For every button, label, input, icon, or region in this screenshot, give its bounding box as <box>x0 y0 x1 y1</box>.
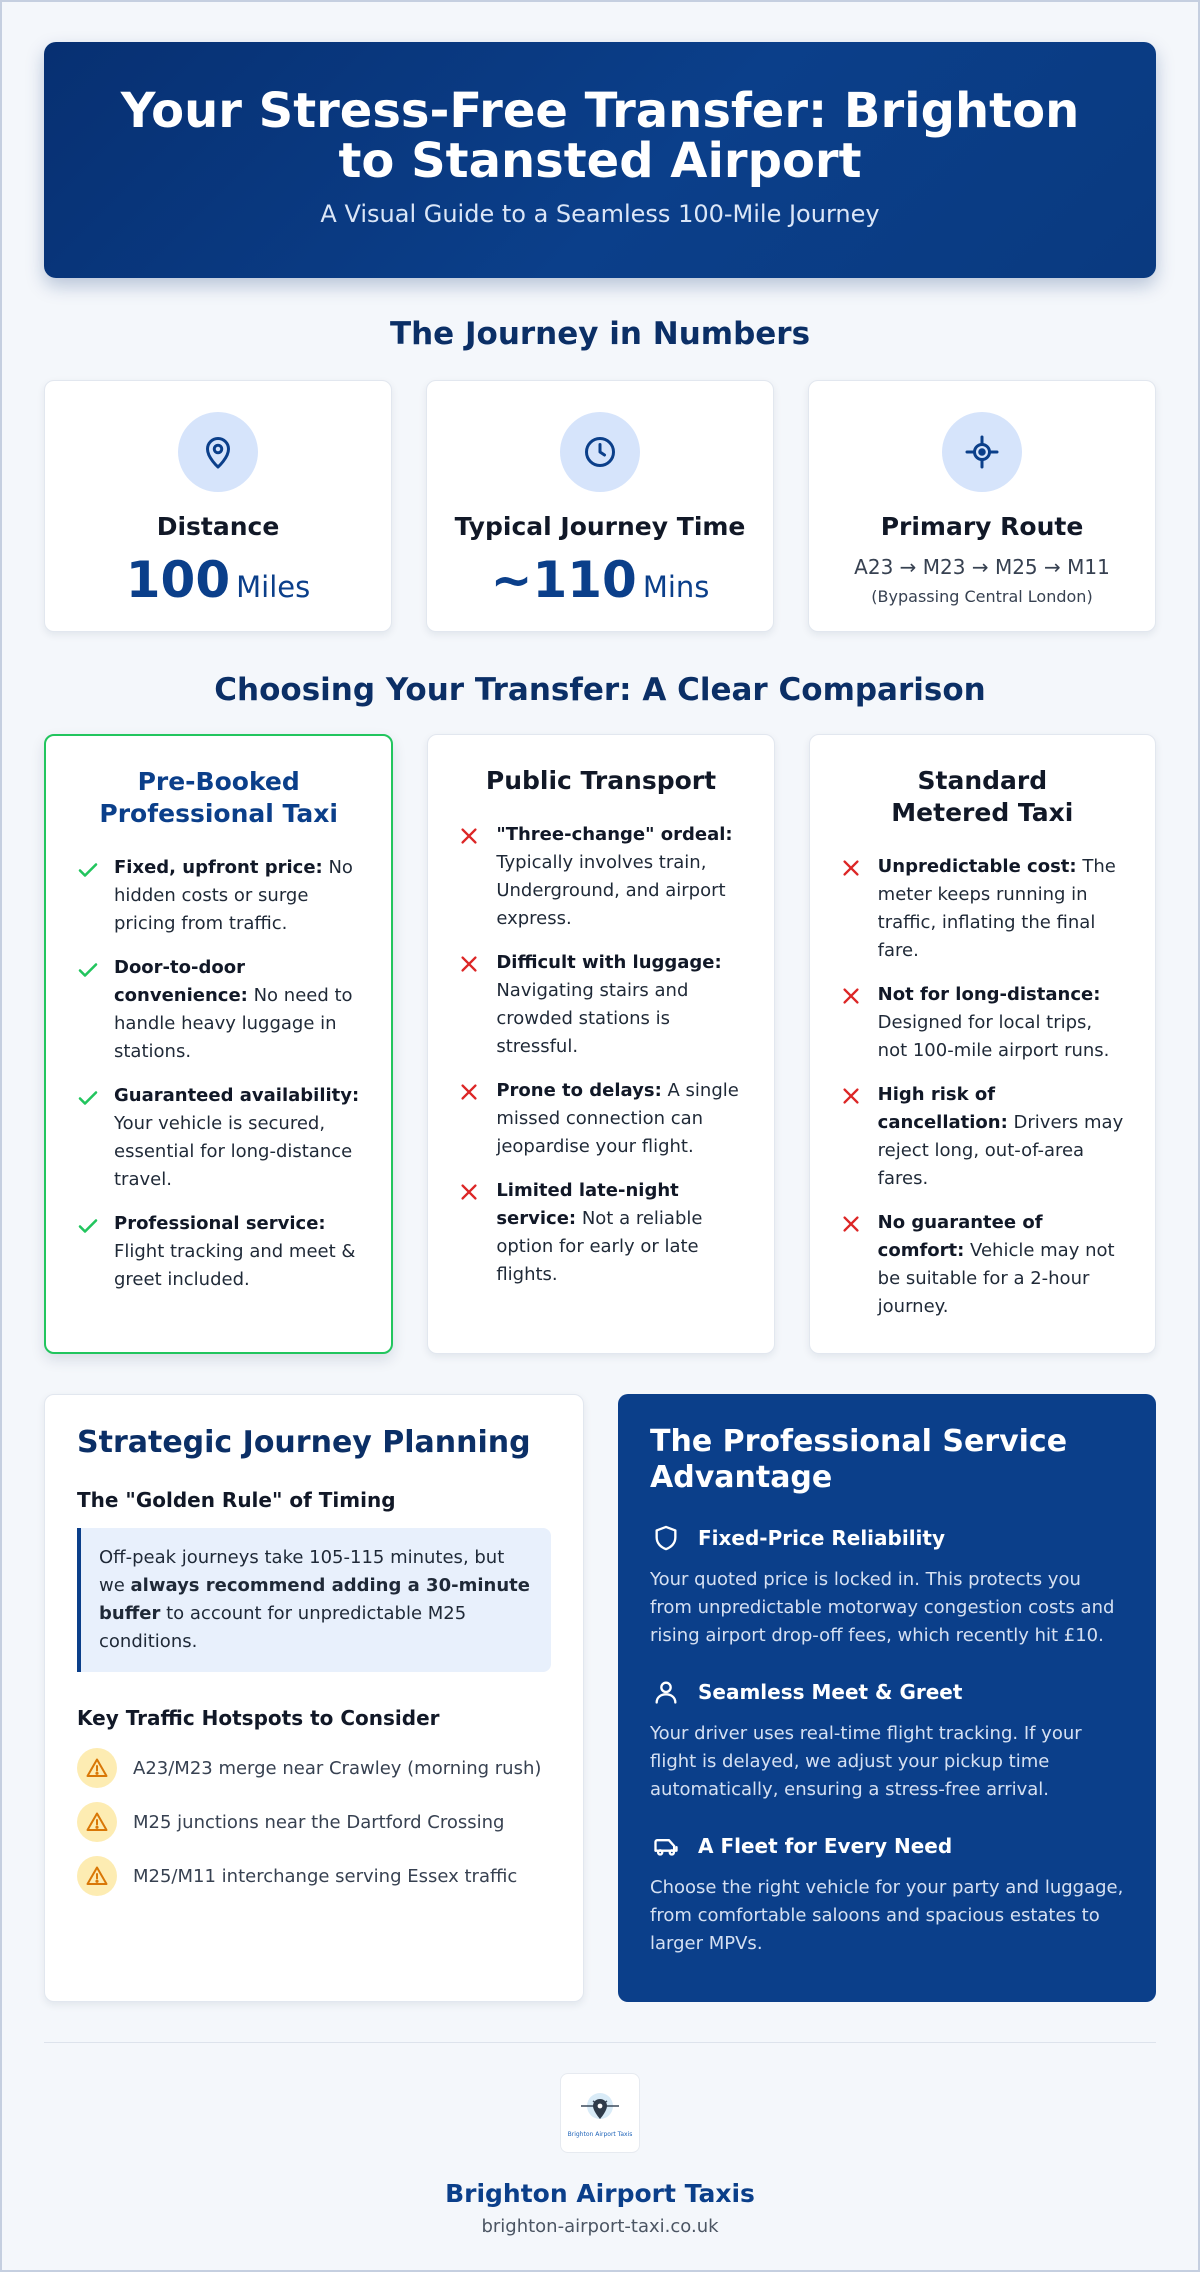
golden-rule-callout <box>77 1528 551 1672</box>
item-text: The meter keeps running in traffic, inflating the final fare. <box>877 856 1116 961</box>
rule-bold-text: always recommend adding a 30-minute buffer <box>99 1575 530 1624</box>
list-item <box>76 1082 361 1194</box>
feature-title: Seamless Meet & Greet <box>698 1680 963 1704</box>
warning-icon <box>77 1856 117 1896</box>
clock-icon <box>560 412 640 492</box>
user-icon <box>650 1676 682 1708</box>
rule-text: Off-peak journeys take 105-115 minutes, but we <box>99 1547 505 1596</box>
comparison-card-metered-taxi <box>809 734 1156 1354</box>
item-bold: Door-to-door convenience: <box>114 957 248 1006</box>
shield-icon <box>650 1522 682 1554</box>
list-item <box>840 1209 1125 1321</box>
hotspot-item <box>77 1856 551 1896</box>
crosshair-icon <box>942 412 1022 492</box>
cons-list <box>840 853 1125 1321</box>
page-title: Your Stress-Free Transfer: Brighton to Stansted Airport <box>120 83 1080 189</box>
stats-row <box>44 380 1156 632</box>
item-text: Designed for local trips, not 100-mile airport runs. <box>877 1012 1110 1061</box>
rule-text: to account for unpredictable M25 conditions. <box>99 1603 467 1652</box>
item-bold: Unpredictable cost: <box>877 856 1077 877</box>
stat-label: Distance <box>156 512 280 541</box>
website-link[interactable]: brighton-airport-taxi.co.uk <box>481 2216 719 2237</box>
warning-icon <box>77 1802 117 1842</box>
footer <box>44 2043 1156 2237</box>
hotspot-text: M25/M11 interchange serving Essex traffic <box>133 1865 518 1887</box>
service-advantage-card <box>618 1394 1156 2002</box>
comparison-row <box>44 734 1156 1354</box>
feature-text: Choose the right vehicle for your party and luggage, from comfortable saloons and spacious estates to larger MPVs. <box>650 1877 1124 1954</box>
hero-banner <box>44 42 1156 278</box>
cross-icon <box>840 981 866 1065</box>
item-bold: "Three-change" ordeal: <box>496 824 733 845</box>
planning-title: Strategic Journey Planning <box>77 1425 531 1460</box>
list-item <box>458 1077 743 1161</box>
location-pin-icon <box>178 412 258 492</box>
stat-value-block <box>45 551 391 609</box>
item-text: Drivers may reject long, out-of-area fares. <box>877 1112 1124 1189</box>
item-text: No need to handle heavy luggage in stations. <box>114 985 353 1062</box>
comparison-card-prebooked <box>44 734 393 1354</box>
cross-icon <box>458 1077 484 1161</box>
item-bold: Prone to delays: <box>496 1080 662 1101</box>
golden-rule-title: The "Golden Rule" of Timing <box>77 1488 396 1512</box>
feature-fleet <box>650 1830 1124 1958</box>
item-bold: Professional service: <box>114 1213 326 1234</box>
list-item <box>76 854 361 938</box>
stat-label: Primary Route <box>880 512 1084 541</box>
stat-unit: Miles <box>236 570 311 604</box>
numbers-section-title: The Journey in Numbers <box>389 316 811 352</box>
hotspot-item <box>77 1748 551 1788</box>
cons-list <box>458 821 743 1289</box>
comparison-card-public-transport <box>427 734 774 1354</box>
car-icon <box>650 1830 682 1862</box>
route-text: A23 → M23 → M25 → M11 <box>854 555 1110 579</box>
list-item <box>458 949 743 1061</box>
item-bold: Limited late-night service: <box>496 1180 679 1229</box>
feature-fixed-price <box>650 1522 1124 1650</box>
check-icon <box>76 954 102 1066</box>
item-bold: No guarantee of comfort: <box>877 1212 1043 1261</box>
stat-value: ~110 <box>490 551 637 609</box>
hotspot-text: M25 junctions near the Dartford Crossing <box>133 1811 505 1833</box>
list-item <box>840 981 1125 1065</box>
route-note: (Bypassing Central London) <box>871 587 1093 606</box>
page-subtitle: A Visual Guide to a Seamless 100-Mile Journey <box>320 200 880 228</box>
list-item <box>840 1081 1125 1193</box>
comparison-card-title: Pre-Booked Professional Taxi <box>99 767 338 828</box>
cross-icon <box>458 949 484 1061</box>
plane-pin-logo-icon <box>577 2089 623 2129</box>
brand-logo[interactable] <box>560 2073 640 2153</box>
list-item <box>458 1177 743 1289</box>
stat-label: Typical Journey Time <box>454 512 746 541</box>
item-bold: Guaranteed availability: <box>114 1085 360 1106</box>
stat-unit: Mins <box>642 570 710 604</box>
brand-name: Brighton Airport Taxis <box>445 2179 755 2208</box>
comparison-section-title: Choosing Your Transfer: A Clear Comparison <box>214 672 986 708</box>
stat-value: 100 <box>125 551 231 609</box>
item-bold: High risk of cancellation: <box>877 1084 1008 1133</box>
comparison-card-title: Standard Metered Taxi <box>891 766 1074 827</box>
feature-text: Your quoted price is locked in. This protects you from unpredictable motorway congestion costs and rising airport drop-off fees, which recently hit £10. <box>650 1569 1115 1646</box>
cross-icon <box>840 853 866 965</box>
item-text: Not a reliable option for early or late flights. <box>496 1208 703 1285</box>
warning-icon <box>77 1748 117 1788</box>
hotspot-item <box>77 1802 551 1842</box>
feature-meet-greet <box>650 1676 1124 1804</box>
item-text: No hidden costs or surge pricing from traffic. <box>114 857 353 934</box>
item-text: Vehicle may not be suitable for a 2-hour journey. <box>877 1240 1115 1317</box>
stat-card-route <box>808 380 1156 632</box>
pros-list <box>76 854 361 1294</box>
cross-icon <box>458 1177 484 1289</box>
item-bold: Not for long-distance: <box>877 984 1101 1005</box>
feature-title: A Fleet for Every Need <box>698 1834 953 1858</box>
list-item <box>840 853 1125 965</box>
check-icon <box>76 1082 102 1194</box>
logo-text: Brighton Airport Taxis <box>567 2130 633 2138</box>
advantage-title: The Professional Service Advantage <box>650 1424 1068 1495</box>
cross-icon <box>840 1209 866 1321</box>
item-text: Typically involves train, Underground, and airport express. <box>496 852 726 929</box>
cross-icon <box>458 821 484 933</box>
feature-title: Fixed-Price Reliability <box>698 1526 946 1550</box>
list-item <box>76 954 361 1066</box>
item-text: Navigating stairs and crowded stations is stressful. <box>496 980 689 1057</box>
list-item <box>76 1210 361 1294</box>
check-icon <box>76 1210 102 1294</box>
lower-row <box>44 1394 1156 2002</box>
item-bold: Fixed, upfront price: <box>114 857 323 878</box>
hotspots-title: Key Traffic Hotspots to Consider <box>77 1706 440 1730</box>
stat-card-journey-time <box>426 380 774 632</box>
hotspot-text: A23/M23 merge near Crawley (morning rush) <box>133 1757 542 1779</box>
check-icon <box>76 854 102 938</box>
journey-planning-card <box>44 1394 584 2002</box>
stat-card-distance <box>44 380 392 632</box>
feature-text: Your driver uses real-time flight tracking. If your flight is delayed, we adjust your pickup time automatically, ensuring a stress-free arrival. <box>650 1723 1082 1800</box>
item-bold: Difficult with luggage: <box>496 952 722 973</box>
hotspots-list <box>77 1748 551 1896</box>
cross-icon <box>840 1081 866 1193</box>
item-text: Flight tracking and meet & greet included. <box>114 1241 356 1290</box>
item-text: Your vehicle is secured, essential for long-distance travel. <box>114 1113 353 1190</box>
list-item <box>458 821 743 933</box>
item-text: A single missed connection can jeopardise your flight. <box>496 1080 739 1157</box>
comparison-card-title: Public Transport <box>485 766 717 795</box>
stat-value-block <box>427 551 773 609</box>
